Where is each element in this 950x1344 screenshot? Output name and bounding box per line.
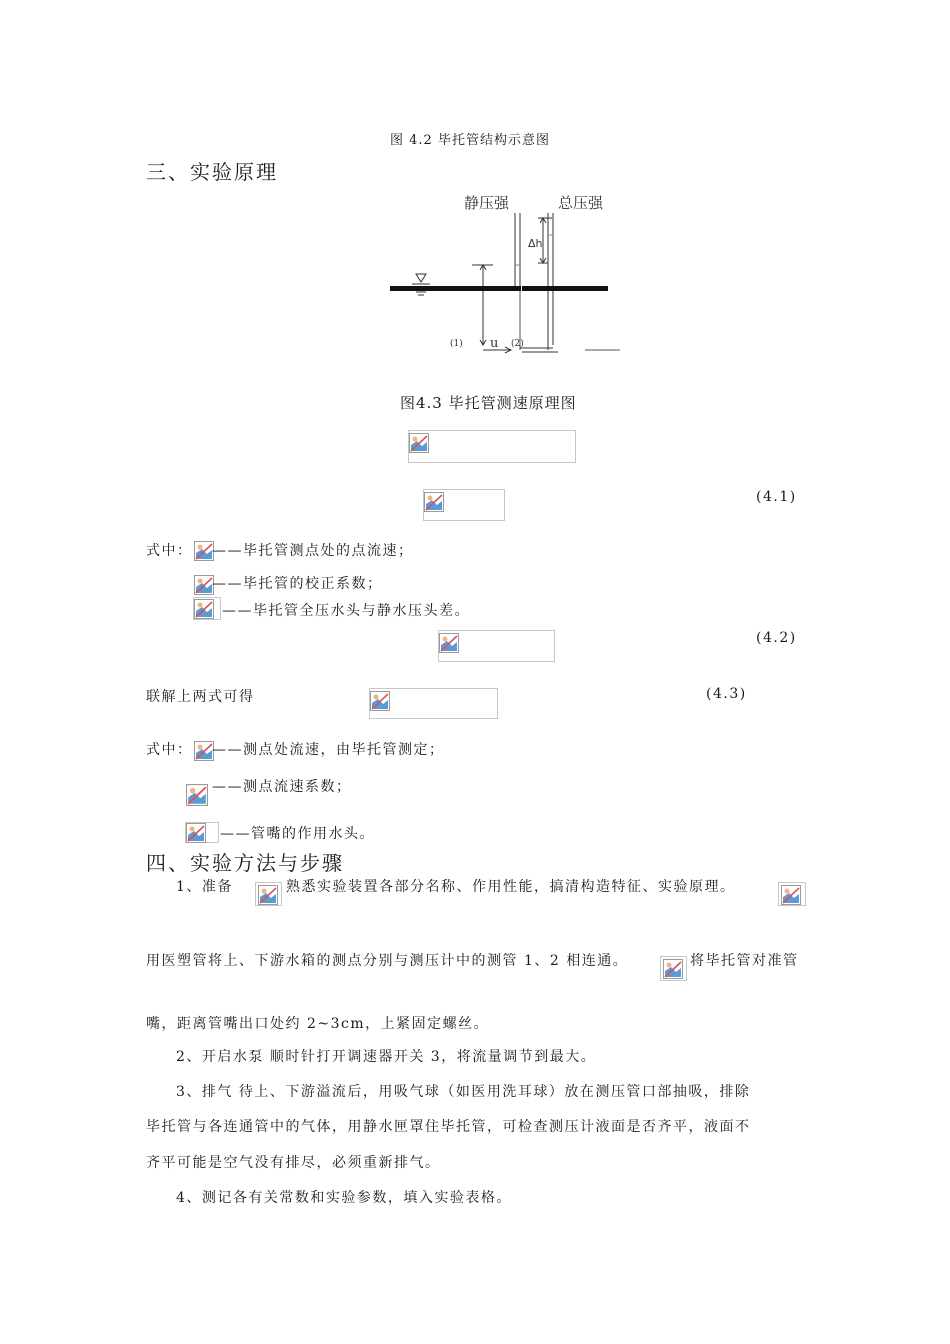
- where1-item1: ——毕托管测点处的点流速；: [212, 543, 414, 559]
- step3-line2: 毕托管与各连通管中的气体，用静水匣罩住毕托管，可检查测压计液面是否齐平，液面不: [146, 1119, 751, 1135]
- step3-line3: 齐平可能是空气没有排尽，必须重新排气。: [146, 1155, 441, 1171]
- symbol-image-icon: [186, 823, 206, 843]
- eq-number-4-2: (4.2): [756, 630, 797, 646]
- dh-label: Δh: [528, 237, 543, 250]
- section4-heading: 四、实验方法与步骤: [146, 851, 344, 875]
- where2-prefix: 式中：: [146, 742, 193, 758]
- step1-line3: 嘴，距离管嘴出口处约 2~3cm，上紧固定螺丝。: [146, 1016, 490, 1032]
- combine-text: 联解上两式可得: [146, 689, 255, 705]
- pitot-diagram: [380, 185, 630, 360]
- where2-item3: ——管嘴的作用水头。: [220, 826, 375, 842]
- formula-4-1-image: [423, 489, 505, 521]
- step2-text: 2、开启水泵 顺时针打开调速器开关 3，将流量调节到最大。: [176, 1049, 597, 1065]
- image-placeholder-icon: [370, 691, 390, 711]
- image-placeholder-icon: [258, 885, 278, 905]
- point1-label: (1): [450, 339, 463, 349]
- step4-text: 4、测记各有关常数和实验参数，填入实验表格。: [176, 1190, 512, 1206]
- symbol-image-icon: [194, 599, 214, 619]
- fig43-caption: 图4.3 毕托管测速原理图: [400, 394, 577, 412]
- section3-heading: 三、实验原理: [146, 160, 278, 184]
- step1-image-2: [778, 882, 806, 906]
- where2-item1: ——测点处流速，由毕托管测定；: [212, 742, 445, 758]
- eq-number-4-1: (4.1): [756, 489, 797, 505]
- fig42-caption: 图 4.2 毕托管结构示意图: [390, 133, 550, 148]
- image-placeholder-icon: [439, 633, 459, 653]
- image-placeholder-icon: [663, 959, 683, 979]
- step1-label: 1、准备: [176, 879, 233, 895]
- total-pressure-label: 总压强: [558, 194, 604, 212]
- u-label: u: [490, 336, 499, 351]
- step3-line1: 3、排气 待上、下游溢流后，用吸气球（如医用洗耳球）放在测压管口部抽吸，排除: [176, 1084, 751, 1100]
- eq-number-4-3: (4.3): [706, 686, 747, 702]
- step1-line2-end: 将毕托管对准管: [690, 953, 799, 969]
- step1-text: 熟悉实验装置各部分名称、作用性能，搞清构造特征、实验原理。: [286, 879, 736, 895]
- formula-4-3-image: [369, 688, 498, 719]
- where2-item2: ——测点流速系数；: [212, 779, 352, 795]
- symbol-image-icon: [194, 741, 214, 761]
- where1-item2: ——毕托管的校正系数；: [212, 576, 383, 592]
- where1-item3: ——毕托管全压水头与静水压头差。: [222, 603, 470, 619]
- symbol-image-icon: [194, 541, 214, 561]
- where1-prefix: 式中：: [146, 543, 193, 559]
- symbol-image-icon: [194, 575, 214, 595]
- point2-label: (2): [511, 339, 524, 349]
- step1-image-3: [660, 956, 687, 981]
- formula-4-2-image: [438, 630, 555, 662]
- image-placeholder-icon: [781, 885, 801, 905]
- image-placeholder-icon: [409, 433, 429, 453]
- symbol-image: [193, 597, 221, 620]
- step1-image: [255, 882, 282, 906]
- symbol-image-icon: [186, 784, 208, 806]
- step1-line2: 用医塑管将上、下游水箱的测点分别与测压计中的测管 1、2 相连通。: [146, 953, 629, 969]
- image-placeholder-icon: [424, 492, 444, 512]
- symbol-image: [185, 822, 219, 843]
- static-pressure-label: 静压强: [464, 194, 510, 212]
- formula-image: [408, 430, 576, 463]
